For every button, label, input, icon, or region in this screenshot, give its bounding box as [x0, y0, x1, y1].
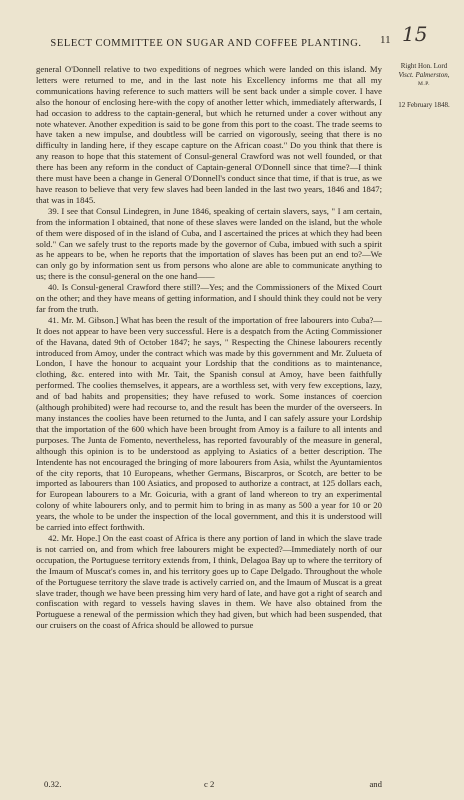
margin-witness-name: [388, 62, 460, 89]
paragraph-question-39: 39. I see that Consul Lindegren, in June 1846, speaking of certain slavers, says, " I am certain, from the information I obtained, that none of these slaves were landed on the island, but the whole of them were disposed of in the island of Cuba, and I ascertained the prices at which they had been sold." Can we safely trust to the reports made by the governor of Cuba, imbued with such a spirit as he appears to be, when he reports that the importation of slaves has been put an end to?—We can only go by information sent us from persons who alone are able to communicate anything to us; there is the consul-general on the one hand——: [36, 205, 382, 282]
paragraph-question-41: 41. Mr. M. Gibson.] What has been the result of the importation of free labourers into Cuba?—It does not appear to have been very successful. Here is a despatch from the Acting Commissioner of the Havana, dated 9th of October 1847; he says, " Respecting the Chinese labourers recently introduced from Amoy, under the contract which was made by this government and Mr. Zulueta of London, I have the honour to acquaint your Lordship that the conditions as to maintenance, clothing, &c. entered into with Mr. Tait, the Spanish consul at Amoy, have been faithfully performed. The coolies themselves, it appears, are a worthless set, with very few exceptions, lazy, and of bad habits and propensities; they have refused to work. Some instances of coercion (although prohibited) were had recourse to, and the result has been the murder of the overseers. In many instances the coolies have been returned to the Junta, and I can safely assure your Lordship that the importation of the 600 which have been brought from Amoy is a failure to all intents and purposes. The Junta de Fomento, nevertheless, has reported favourably of the measure in general, although this opinion is to be understood as applying to Asiatics of a better description. The Intendente has not encouraged the bringing of more labourers from Asia, whilst the Ayuntamientos of the city reports, that 10 Europeans, whether Germans, Biscarpros, or Scotch, are better to be imported as labourers than 100 Asiatics, and proposed to authorize a contract, at 125 dollars each, for European labourers to a Mr. Goicuria, with a grant of land whereon to try an experimental colony of white labourers only, and to permit him to bring in as many as 500 a year for 10 or 20 years, the whole to be under the inspection of the local government, and this it is understood will be carried into effect forthwith.: [36, 314, 382, 533]
page-header-title: SELECT COMMITTEE ON SUGAR AND COFFEE PLANTING.: [50, 38, 362, 49]
footer-signature-mark: 0.32.: [44, 779, 62, 789]
paragraph-question-42: 42. Mr. Hope.] On the east coast of Africa is there any portion of land in which the slave trade is not carried on, and from which free labourers might be expected?—Immediately north of our occupation, the Portuguese territory extends from, I think, Delagoa Bay up to where the territory of the Imaum of Muscat's comes in, and his territory goes up to Cape Delgado. Throughout the whole of the Portuguese territory the slave trade is actively carried on, and the Imaum of Muscat is a great slave trader, though we have been pressing him very hard of late, and have got a right of search and confiscation with regard to vessels having slaves in them. We have also obtained from the Portuguese a renewal of the permission which they had given, but which had been suspended, that our cruisers on the coast of Africa should be allowed to pursue: [36, 532, 382, 631]
document-body: [36, 64, 382, 631]
witness-suffix: M.P.: [417, 81, 431, 87]
witness-title: Right Hon. Lord: [400, 62, 448, 70]
handwritten-folio-number: 15: [402, 22, 428, 46]
footer-gathering-mark: c 2: [204, 779, 215, 789]
footer-catchword: and: [369, 779, 382, 789]
page-number: 11: [380, 34, 391, 46]
witness-name: Visct. Palmerston,: [398, 71, 450, 79]
margin-date: 12 February 1848.: [398, 101, 450, 109]
paragraph-continued: general O'Donnell relative to two expeditions of negroes which were landed on this island. My letters were returned to me, and in the last note his Excellency informs me that all my communications having reference to such matters will be sent back under a simple cover. I have also the honour of enclosing here-with the copy of another letter which, immediately afterwards, I had occasion to address to the captain-general, but which he returned under a cover without any note whatever. Another expedition is said to be gone from this port to the coast. The trade seems to have taken a new impulse, and doubtless will be carried on vigorously, seeing that there is no difficulty in landing here, if they escape capture on the African coast." Do you think that there is any reason to hope that this statement of Consul-general Crawford was not well founded, or that there has been any reform in the conduct of Captain-general O'Donnell since that time?—I think there must have been a change in General O'Donnell's conduct since that time, if that is true, as we have reason to believe that very few slaves had been landed in the last two years, 1846 and 1847; that was in 1845.: [36, 64, 382, 205]
paragraph-question-40: 40. Is Consul-general Crawford there still?—Yes; and the Commissioners of the Mixed Court on the other; and they have means of getting information, and I should think they could not be very far from the truth.: [36, 282, 382, 314]
